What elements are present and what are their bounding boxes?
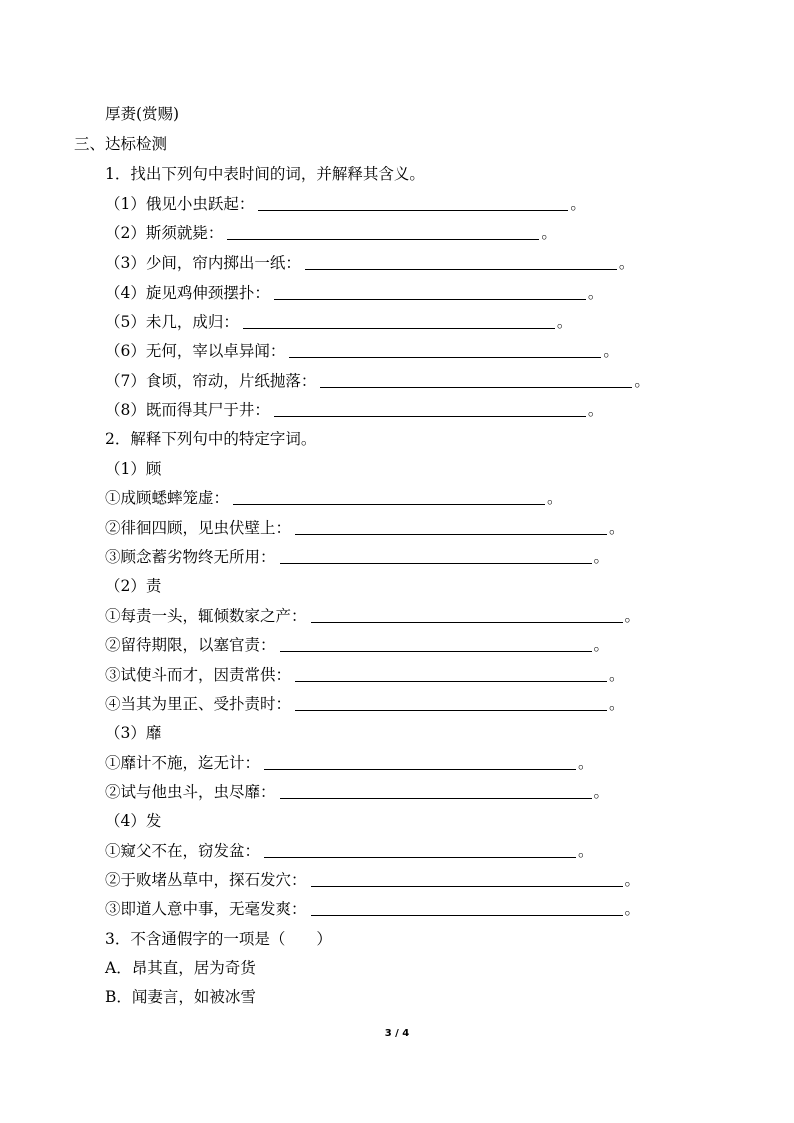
text-line [105, 811, 161, 831]
line-text: B．闻妻言，如被冰雪 [105, 988, 256, 1006]
line-text: （4）发 [105, 812, 162, 830]
line-text: ②于败堵丛草中，探石发穴： [105, 871, 307, 889]
text-line [105, 164, 425, 184]
line-end-punct: 。 [570, 195, 586, 213]
question-line [105, 870, 640, 890]
line-end-punct: 。 [609, 695, 625, 713]
line-end-punct: 。 [618, 254, 635, 272]
line-end-punct: 。 [556, 313, 573, 331]
page-number: 3 / 4 [384, 1028, 410, 1039]
line-end-punct: 。 [547, 489, 563, 507]
line-end-punct: 。 [624, 900, 641, 918]
text-line [105, 104, 179, 124]
line-end-punct: 。 [587, 401, 604, 419]
question-line [105, 223, 557, 243]
question-line [105, 283, 603, 303]
question-line [105, 899, 640, 919]
line-text: ②留待期限，以塞官责： [105, 636, 276, 654]
question-line [105, 753, 594, 773]
text-line [74, 134, 167, 154]
answer-blank[interactable] [274, 284, 586, 300]
text-line [105, 987, 256, 1007]
line-text: ④当其为里正、受扑责时： [105, 695, 292, 713]
answer-blank[interactable] [274, 401, 586, 417]
answer-blank[interactable] [311, 871, 623, 887]
question-line [105, 312, 572, 332]
question-line [105, 606, 640, 626]
line-text: （2）责 [105, 577, 162, 595]
answer-blank[interactable] [289, 342, 601, 358]
line-text: 1．找出下列句中表时间的词，并解释其含义。 [105, 165, 425, 183]
question-line [105, 635, 609, 655]
line-end-punct: 。 [624, 607, 641, 625]
answer-blank[interactable] [311, 900, 623, 916]
text-line [105, 576, 161, 596]
line-text: （6）无何，宰以卓异闻： [105, 342, 286, 360]
line-text: （2）斯须就毙： [105, 224, 224, 242]
line-text: ②徘徊四顾，见虫伏壁上： [105, 519, 292, 537]
line-end-punct: 。 [578, 842, 594, 860]
line-text: 厚赉(赏赐) [105, 105, 180, 123]
line-end-punct: 。 [593, 636, 610, 654]
line-text: ①成顾蟋蟀笼虚： [105, 489, 230, 507]
line-end-punct: 。 [593, 548, 610, 566]
line-text: （3）靡 [105, 724, 162, 742]
answer-blank[interactable] [258, 195, 568, 211]
question-line [105, 782, 609, 802]
line-text: 3．不含通假字的一项是（ ） [105, 930, 332, 948]
question-line [105, 488, 563, 508]
text-line [105, 429, 316, 449]
line-text: （7）食顷，帘动，片纸抛落： [105, 372, 317, 390]
line-text: A．昂其直，居为奇货 [105, 959, 256, 977]
answer-blank[interactable] [233, 489, 545, 505]
question-line [105, 665, 625, 685]
text-line [105, 958, 256, 978]
line-text: ③试使斗而才，因责常供： [105, 666, 292, 684]
line-text: ②试与他虫斗，虫尽靡： [105, 783, 276, 801]
line-text: 2．解释下列句中的特定字词。 [105, 430, 317, 448]
line-end-punct: 。 [603, 342, 619, 360]
line-text: （1）顾 [105, 460, 162, 478]
answer-blank[interactable] [295, 695, 607, 711]
answer-blank[interactable] [280, 548, 592, 564]
answer-blank[interactable] [295, 519, 607, 535]
line-text: （8）既而得其尸于井： [105, 401, 270, 419]
question-line [105, 341, 619, 361]
line-end-punct: 。 [587, 284, 604, 302]
question-line [105, 400, 603, 420]
question-line [105, 253, 634, 273]
line-text: ③顾念蓄劣物终无所用： [105, 548, 276, 566]
line-end-punct: 。 [593, 783, 610, 801]
line-text: ③即道人意中事，无毫发爽： [105, 900, 307, 918]
line-text: ①每责一头，辄倾数家之产： [105, 607, 307, 625]
answer-blank[interactable] [320, 372, 632, 388]
question-line [105, 194, 586, 214]
answer-blank[interactable] [305, 254, 617, 270]
line-end-punct: 。 [624, 871, 641, 889]
line-text: （4）旋见鸡伸颈摆扑： [105, 284, 270, 302]
answer-blank[interactable] [243, 313, 555, 329]
question-line [105, 518, 625, 538]
line-end-punct: 。 [578, 754, 594, 772]
answer-blank[interactable] [264, 754, 576, 770]
question-line [105, 841, 594, 861]
question-line [105, 694, 625, 714]
line-text: （1）俄见小虫跃起： [105, 195, 255, 213]
line-end-punct: 。 [609, 519, 625, 537]
text-line [105, 929, 332, 949]
text-line [105, 723, 161, 743]
line-text: （3）少间，帘内掷出一纸： [105, 254, 301, 272]
line-end-punct: 。 [609, 666, 625, 684]
line-text: 三、达标检测 [74, 135, 168, 153]
answer-blank[interactable] [280, 783, 592, 799]
answer-blank[interactable] [311, 607, 623, 623]
line-text: （5）未几，成归： [105, 313, 239, 331]
answer-blank[interactable] [227, 224, 539, 240]
answer-blank[interactable] [280, 636, 592, 652]
line-text: ①窥父不在，窃发盆： [105, 842, 261, 860]
line-end-punct: 。 [541, 224, 557, 242]
line-end-punct: 。 [634, 372, 650, 390]
answer-blank[interactable] [264, 842, 576, 858]
text-line [105, 459, 161, 479]
answer-blank[interactable] [295, 666, 607, 682]
question-line [105, 547, 609, 567]
line-text: ①靡计不施，迄无计： [105, 754, 261, 772]
question-line [105, 371, 650, 391]
